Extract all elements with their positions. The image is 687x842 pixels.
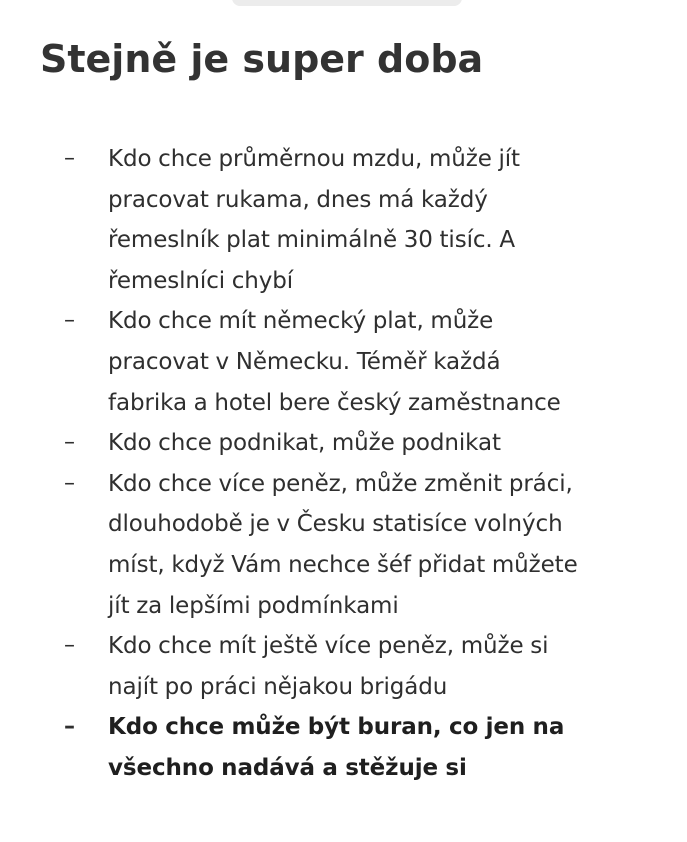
dash-marker: –	[64, 633, 75, 659]
list-item-text	[108, 139, 664, 301]
line: řemeslník plat minimálně 30 tisíc. A	[108, 227, 515, 254]
line: Kdo chce více peněz, může změnit práci,	[108, 470, 573, 497]
list-item	[64, 423, 664, 464]
dash-marker: –	[64, 430, 75, 456]
line: všechno nadává a stěžuje si	[108, 754, 467, 781]
list-item	[64, 464, 664, 626]
dash-marker: –	[64, 146, 75, 171]
line: pracovat rukama, dnes má každý	[108, 186, 488, 213]
line: míst, když Vám nechce šéf přidat můžete	[108, 551, 578, 578]
line: jít za lepšími podmínkami	[108, 592, 399, 619]
line: Kdo chce může být buran, co jen na	[108, 714, 565, 741]
line: najít po práci nějakou brigádu	[108, 673, 448, 700]
statement-list	[64, 139, 664, 789]
list-item-text	[108, 301, 664, 423]
list-item-text	[108, 626, 664, 707]
line: Kdo chce podnikat, může podnikat	[108, 430, 501, 457]
list-item	[64, 626, 664, 707]
cropped-top-text	[232, 0, 462, 6]
line: Kdo chce mít německý plat, může	[108, 308, 494, 335]
list-item	[64, 139, 664, 301]
list-item-text	[108, 423, 664, 464]
line: Kdo chce mít ještě více peněz, může si	[108, 633, 549, 660]
line: fabrika a hotel bere český zaměstnance	[108, 389, 561, 416]
line: Kdo chce průměrnou mzdu, může jít	[108, 146, 520, 172]
line: dlouhodobě je v Česku statisíce volných	[108, 511, 563, 538]
list-item-text	[108, 707, 664, 788]
dash-marker: –	[64, 470, 75, 496]
line: řemeslníci chybí	[108, 267, 294, 294]
page-title: Stejně je super doba	[40, 37, 484, 81]
dash-marker: –	[64, 714, 75, 740]
list-item	[64, 301, 664, 423]
dash-marker: –	[64, 308, 75, 334]
list-item-emphasized	[64, 707, 664, 788]
line: pracovat v Německu. Téměř každá	[108, 348, 501, 375]
list-item-text	[108, 464, 664, 626]
